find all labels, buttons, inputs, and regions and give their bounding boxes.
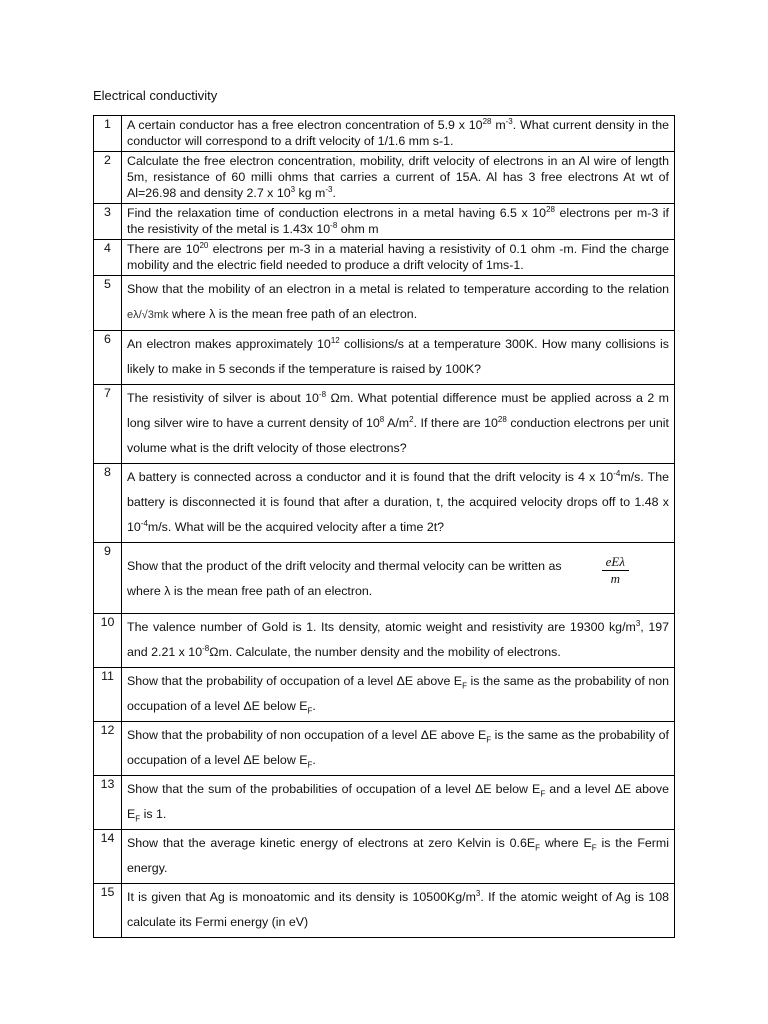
question-row <box>94 884 675 938</box>
question-row <box>94 722 675 776</box>
question-number: 7 <box>94 385 122 464</box>
script-text: -3 <box>505 116 513 126</box>
script-text: -3 <box>325 184 333 194</box>
script-text: F <box>540 789 546 799</box>
question-row <box>94 543 675 614</box>
question-row <box>94 276 675 331</box>
question-number: 14 <box>94 830 122 884</box>
question-fragment: . <box>312 753 316 767</box>
question-row <box>94 116 675 152</box>
question-fragment: is 1. <box>140 807 167 821</box>
question-number: 1 <box>94 116 122 152</box>
script-text: 28 <box>482 116 492 126</box>
question-fragment: Calculate the free electron concentration, mobility, drift velocity of electrons in an Al wire of length 5m, resistance of 60 milli ohms that carries a current of 15A. Al has 3 free electrons At wt of Al=26.98 and density 2.7 x 10 <box>127 154 669 200</box>
question-fragment: m <box>491 118 506 132</box>
question-row <box>94 385 675 464</box>
script-text: 20 <box>199 240 209 250</box>
question-fragment: Ωm. Calculate, the number density and the mobility of electrons. <box>209 645 561 659</box>
question-fragment: ohm m <box>337 222 379 236</box>
question-fragment: Show that the average kinetic energy of electrons at zero Kelvin is 0.6E <box>127 836 536 850</box>
mobility-formula: eλ/√3mk <box>127 309 169 321</box>
question-fragment: , 197 and 2.21 x 10 <box>127 620 669 659</box>
question-fragment: . What current density in the conductor will correspond to a drift velocity of 1/1.6 mm s-1. <box>127 118 669 148</box>
question-fragment: electrons per m-3 if the resistivity of the metal is 1.43x 10 <box>127 206 669 236</box>
question-number: 5 <box>94 276 122 331</box>
question-number: 12 <box>94 722 122 776</box>
question-fragment: kg m <box>295 186 326 200</box>
question-text <box>122 614 675 668</box>
question-fragment: where E <box>540 836 592 850</box>
script-text: F <box>135 814 141 824</box>
script-text: -4 <box>613 468 621 478</box>
question-text <box>122 722 675 776</box>
question-fragment: A certain conductor has a free electron concentration of 5.9 x 10 <box>127 118 483 132</box>
question-fragment: Ωm. What potential difference must be applied across a 2 m long silver wire to have a current density of 10 <box>127 391 670 430</box>
script-text: 3 <box>635 618 641 628</box>
script-text: -8 <box>202 643 210 653</box>
script-text: 8 <box>379 414 385 424</box>
question-fragment: An electron makes approximately 10 <box>127 337 331 351</box>
question-text <box>122 116 675 152</box>
question-fragment: is the Fermi energy. <box>127 836 669 875</box>
question-text <box>122 204 675 240</box>
question-text <box>122 830 675 884</box>
question-number: 9 <box>94 543 122 614</box>
question-number: 2 <box>94 152 122 204</box>
script-text: -8 <box>330 220 338 230</box>
question-fragment: The resistivity of silver is about 10 <box>127 391 319 405</box>
question-fragment: m/s. The battery is disconnected it is found that after a duration, t, the acquired velocity drops off to 1.48 x 10 <box>127 470 669 534</box>
question-row <box>94 152 675 204</box>
script-text: -4 <box>140 518 148 528</box>
question-fragment: Find the relaxation time of conduction electrons in a metal having 6.5 x 10 <box>127 206 547 220</box>
question-row <box>94 776 675 830</box>
question-fragment: and a level ΔE above E <box>127 782 669 821</box>
question-text <box>122 240 675 276</box>
question-number: 13 <box>94 776 122 830</box>
script-text: F <box>591 843 597 853</box>
question-fragment: . If the atomic weight of Ag is 108 calculate its Fermi energy (in eV) <box>127 890 669 929</box>
question-text <box>122 668 675 722</box>
script-text: 3 <box>290 184 296 194</box>
question-fragment: . <box>332 186 336 200</box>
script-text: 28 <box>497 414 507 424</box>
question-fragment: Show that the sum of the probabilities of occupation of a level ΔE below E <box>127 782 541 796</box>
question-text <box>122 331 675 385</box>
formula-numerator: eEλ <box>602 554 629 571</box>
question-number: 6 <box>94 331 122 385</box>
question-fragment: where λ is the mean free path of an electron. <box>127 584 373 598</box>
question-fragment: A/m <box>384 416 410 430</box>
question-fragment: Show that the product of the drift velocity and thermal velocity can be written as <box>127 559 562 573</box>
question-fragment: A battery is connected across a conductor and it is found that the drift velocity is 4 x 10 <box>127 470 614 484</box>
question-row <box>94 668 675 722</box>
question-fragment: Show that the probability of non occupation of a level ΔE above E <box>127 728 487 742</box>
question-text <box>122 543 675 614</box>
question-row <box>94 614 675 668</box>
question-fragment: Show that the probability of occupation of a level ΔE above E <box>127 674 463 688</box>
script-text: 12 <box>330 335 340 345</box>
question-text <box>122 464 675 543</box>
question-fragment: is the same as the probability of non occupation of a level ΔE below E <box>127 674 669 713</box>
question-text <box>122 152 675 204</box>
script-text: F <box>307 760 313 770</box>
question-fragment: There are 10 <box>127 242 200 256</box>
question-fragment: It is given that Ag is monoatomic and its density is 10500Kg/m <box>127 890 476 904</box>
question-row <box>94 464 675 543</box>
question-text <box>122 276 675 331</box>
script-text: -8 <box>318 389 327 399</box>
question-fragment: is the same as the probability of occupation of a level ΔE below E <box>127 728 669 767</box>
question-fragment: . If there are 10 <box>413 416 498 430</box>
question-fragment: m/s. What will be the acquired velocity after a time 2t? <box>147 520 445 534</box>
script-text: 28 <box>546 204 555 214</box>
question-number: 10 <box>94 614 122 668</box>
question-text <box>122 884 675 938</box>
question-fragment: Show that the mobility of an electron in a metal is related to temperature according to the relation <box>127 282 669 296</box>
question-row <box>94 204 675 240</box>
document-heading: Electrical conductivity <box>93 88 218 103</box>
question-fragment: where λ is the mean free path of an electron. <box>168 307 418 321</box>
question-number: 4 <box>94 240 122 276</box>
script-text: 2 <box>409 414 414 424</box>
question-fragment: . <box>312 699 316 713</box>
questions-table <box>93 115 675 938</box>
script-text: F <box>462 681 467 691</box>
formula-denominator: m <box>610 571 621 586</box>
script-text: F <box>535 843 540 853</box>
question-number: 11 <box>94 668 122 722</box>
question-number: 15 <box>94 884 122 938</box>
question-fragment: The valence number of Gold is 1. Its density, atomic weight and resistivity are 19300 kg/m <box>127 620 636 634</box>
question-text <box>122 776 675 830</box>
question-row <box>94 830 675 884</box>
script-text: F <box>486 735 492 745</box>
question-number: 3 <box>94 204 122 240</box>
question-text <box>122 385 675 464</box>
question-row <box>94 331 675 385</box>
drift-thermal-formula <box>602 554 629 587</box>
script-text: 3 <box>475 888 481 898</box>
question-fragment: conduction electrons per unit volume what is the drift velocity of those electrons? <box>127 416 669 455</box>
script-text: F <box>307 706 313 716</box>
question-fragment: electrons per m-3 in a material having a resistivity of 0.1 ohm -m. Find the charge mobility and the electric field needed to produce a drift velocity of 1ms-1. <box>127 242 669 272</box>
question-number: 8 <box>94 464 122 543</box>
question-row <box>94 240 675 276</box>
question-fragment: collisions/s at a temperature 300K. How many collisions is likely to make in 5 seconds if the temperature is raised by 100K? <box>127 337 669 376</box>
